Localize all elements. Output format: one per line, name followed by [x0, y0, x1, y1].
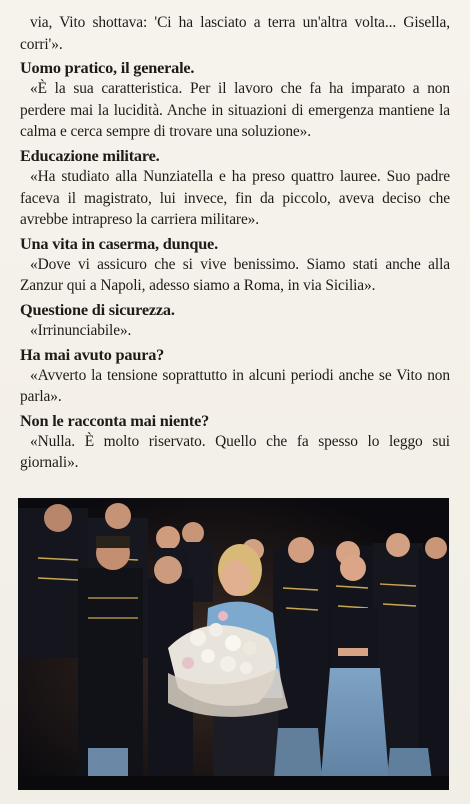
- question-2: Educazione militare.: [20, 145, 160, 165]
- question-1: Uomo pratico, il generale.: [20, 58, 195, 78]
- ceremony-illustration: [18, 498, 449, 790]
- answer-5: «Avverto la tensione soprattutto in alcuni periodi anche se Vito non parla».: [20, 366, 450, 406]
- article-body: [20, 12, 450, 474]
- question-4: Questione di sicurezza.: [20, 299, 175, 319]
- answer-1: «È la sua caratteristica. Per il lavoro che fa ha imparato a non perdere mai la lucidità. Anche in situazioni di emergenza mantiene la calma e cerca sempre di trovare una soluzione».: [20, 80, 450, 141]
- answer-2: «Ha studiato alla Nunziatella e ha preso quattro lauree. Suo padre faceva il magistrato, lui invece, fin da piccolo, aveva deciso che avrebbe intrapreso la carriera militare».: [20, 167, 450, 229]
- photo-floor: [18, 776, 449, 790]
- answer-4: «Irrinunciabile».: [30, 321, 132, 339]
- answer-6: «Nulla. È molto riservato. Quello che fa spesso lo leggo sui giornali».: [20, 432, 450, 472]
- intro-paragraph: via, Vito shottava: 'Ci ha lasciato a terra un'altra volta... Gisella, corri'».: [20, 14, 450, 53]
- ceremony-photo: [18, 498, 449, 790]
- question-3: Una vita in caserma, dunque.: [20, 233, 218, 253]
- answer-3: «Dove vi assicuro che si vive benissimo. Siamo stati anche alla Zanzur qui a Napoli, adesso siamo a Roma, in via Sicilia».: [20, 255, 450, 295]
- question-5: Ha mai avuto paura?: [20, 344, 165, 364]
- question-6: Non le racconta mai niente?: [20, 410, 210, 430]
